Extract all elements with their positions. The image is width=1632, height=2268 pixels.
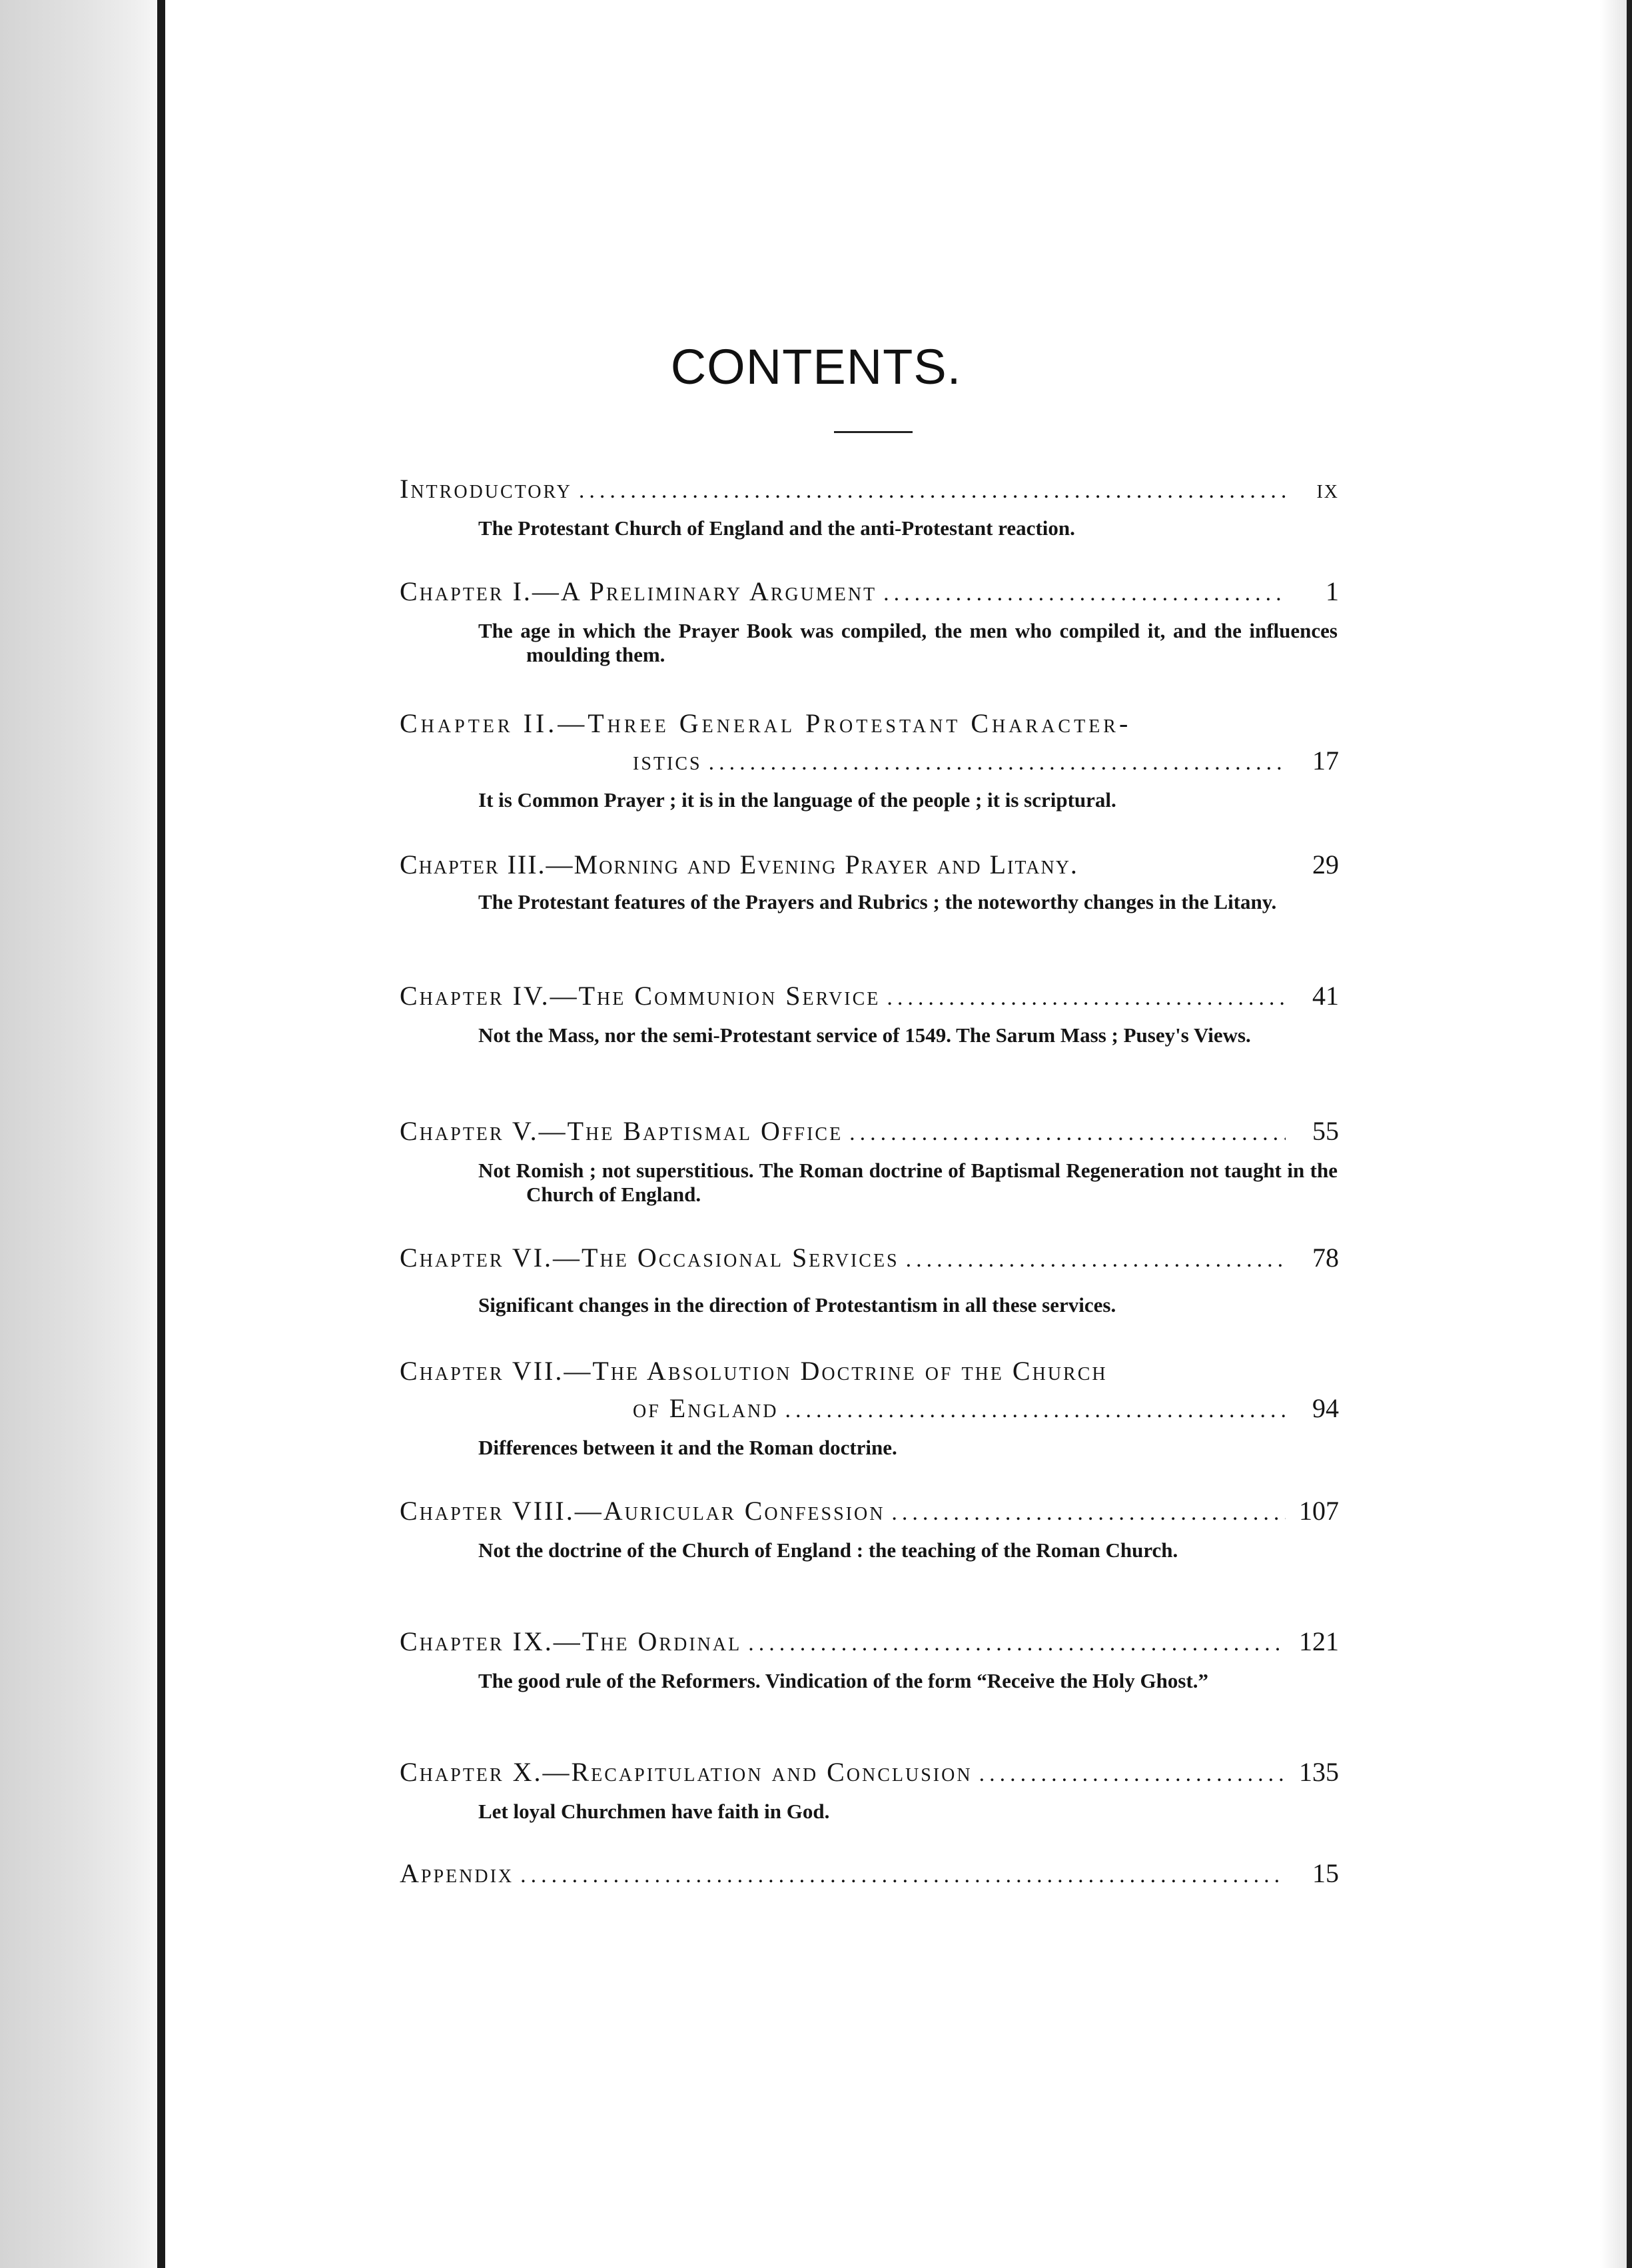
toc-entry-chapter-10 — [400, 1754, 1339, 1824]
toc-entry-chapter-5 — [400, 1113, 1339, 1207]
toc-title: Appendix — [400, 1858, 514, 1888]
toc-page: 107 — [1299, 1496, 1339, 1526]
toc-page: ix — [1316, 474, 1339, 504]
toc-page: 15 — [1312, 1858, 1339, 1888]
page-title: CONTENTS. — [670, 339, 962, 394]
dot-leader — [748, 1625, 1286, 1662]
toc-entry-chapter-3 — [400, 846, 1339, 914]
toc-page: 41 — [1312, 981, 1339, 1011]
dot-leader — [883, 575, 1286, 612]
toc-title: Chapter X.—Recapitulation and Conclusion — [400, 1757, 973, 1787]
toc-entry-chapter-9 — [400, 1623, 1339, 1693]
dot-leader — [520, 1857, 1286, 1894]
toc-description: The age in which the Prayer Book was compiled, the men who compiled it, and the influences moulding them. — [478, 619, 1338, 666]
toc-entry-chapter-2 — [400, 705, 1339, 812]
toc-description: Not the Mass, nor the semi-Protestant service of 1549. The Sarum Mass ; Pusey's Views. — [478, 1023, 1251, 1047]
toc-title: Chapter V.—The Baptismal Office — [400, 1116, 843, 1146]
toc-title: Chapter II.—Three General Protestant Character- — [400, 708, 1132, 738]
toc-title: Chapter VI.—The Occasional Services — [400, 1243, 899, 1273]
toc-description: Significant changes in the direction of Protestantism in all these services. — [478, 1293, 1116, 1317]
title-rule — [834, 431, 913, 433]
toc-page: 29 — [1312, 850, 1339, 879]
toc-page: 121 — [1299, 1626, 1339, 1656]
dot-leader — [849, 1115, 1286, 1152]
toc-entry-chapter-6 — [400, 1239, 1339, 1317]
toc-description: The good rule of the Reformers. Vindication of the form “Receive the Holy Ghost.” — [478, 1669, 1209, 1692]
toc-page: 94 — [1312, 1393, 1339, 1423]
toc-title: Chapter VIII.—Auricular Confession — [400, 1496, 885, 1526]
toc-page: 135 — [1299, 1757, 1339, 1787]
toc-title: Chapter I.—A Preliminary Argument — [400, 576, 877, 606]
dot-leader — [887, 979, 1286, 1017]
toc-title: Chapter III.—Morning and Evening Prayer and Litany. — [400, 850, 1078, 879]
toc-description: The Protestant features of the Prayers and Rubrics ; the noteworthy changes in the Litany. — [478, 890, 1277, 913]
toc-description: The Protestant Church of England and the anti-Protestant reaction. — [478, 516, 1075, 540]
toc-description: Let loyal Churchmen have faith in God. — [478, 1800, 830, 1823]
dot-leader — [709, 744, 1286, 782]
dot-leader — [579, 472, 1286, 510]
toc-entry-appendix — [400, 1855, 1339, 1894]
dot-leader — [906, 1241, 1286, 1279]
toc-entry-chapter-8 — [400, 1492, 1339, 1562]
dot-leader — [785, 1392, 1286, 1429]
toc-title-continuation: istics — [633, 746, 702, 776]
toc-title: Chapter IX.—The Ordinal — [400, 1626, 742, 1656]
toc-entry-chapter-1 — [400, 573, 1339, 667]
toc-entry-chapter-7 — [400, 1353, 1339, 1460]
toc-description: Not the doctrine of the Church of England : the teaching of the Roman Church. — [478, 1538, 1178, 1562]
toc-title: Chapter IV.—The Communion Service — [400, 981, 881, 1011]
toc-entry-chapter-4 — [400, 977, 1339, 1047]
toc-description: Not Romish ; not superstitious. The Roman doctrine of Baptismal Regeneration not taught in the Church of England. — [478, 1159, 1338, 1206]
toc-page: 78 — [1312, 1243, 1339, 1273]
dot-leader — [891, 1494, 1286, 1532]
toc-page: 17 — [1312, 746, 1339, 776]
toc-page: 55 — [1312, 1116, 1339, 1146]
toc-entry-introductory — [400, 470, 1339, 540]
toc-title-continuation: of England — [633, 1393, 779, 1423]
toc-title: Introductory — [400, 474, 572, 504]
toc-description: It is Common Prayer ; it is in the language of the people ; it is scriptural. — [478, 788, 1116, 812]
toc-title: Chapter VII.—The Absolution Doctrine of the Church — [400, 1356, 1108, 1386]
toc-page: 1 — [1326, 576, 1339, 606]
dot-leader — [979, 1756, 1286, 1793]
toc-description: Differences between it and the Roman doctrine. — [478, 1436, 897, 1459]
